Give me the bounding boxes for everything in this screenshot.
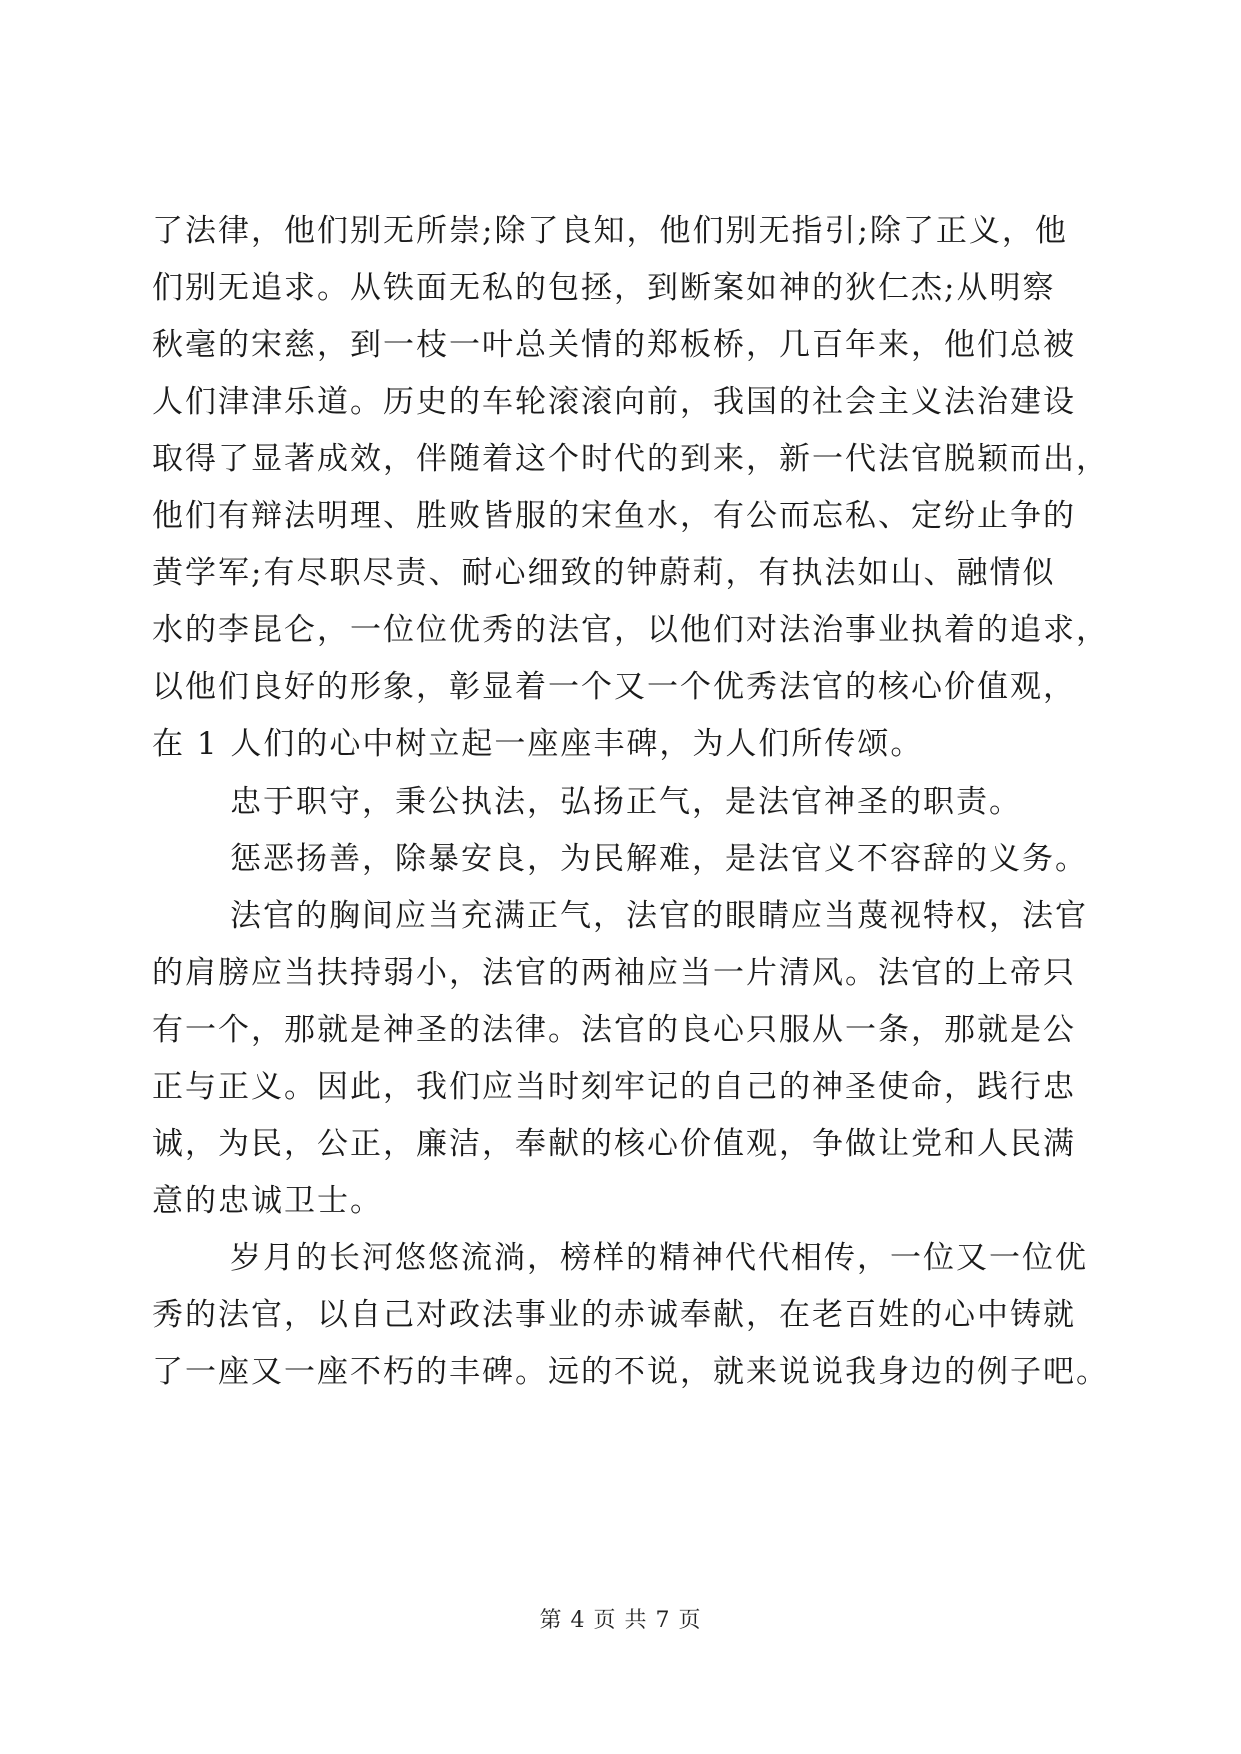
text-line: 秋毫的宋慈，到一枝一叶总关情的郑板桥，几百年来，他们总被 (152, 327, 1076, 363)
text-line: 以他们良好的形象，彰显着一个又一个优秀法官的核心价值观， (152, 669, 1076, 705)
text-line: 诚，为民，公正，廉洁，奉献的核心价值观，争做让党和人民满 (152, 1126, 1076, 1162)
text-line: 有一个，那就是神圣的法律。法官的良心只服从一条，那就是公 (152, 1012, 1076, 1048)
text-line: 在 1 人们的心中树立起一座座丰碑，为人们所传颂。 (152, 726, 924, 762)
text-line: 黄学军;有尽职尽责、耐心细致的钟蔚莉，有执法如山、融情似 (152, 555, 1056, 591)
text-line: 惩恶扬善，除暴安良，为民解难，是法官义不容辞的义务。 (230, 841, 1088, 877)
text-line: 法官的胸间应当充满正气，法官的眼睛应当蔑视特权，法官 (230, 898, 1088, 934)
text-line: 了一座又一座不朽的丰碑。远的不说，就来说说我身边的例子吧。 (152, 1354, 1109, 1390)
text-line: 水的李昆仑，一位位优秀的法官，以他们对法治事业执着的追求， (152, 612, 1109, 648)
text-line: 正与正义。因此，我们应当时刻牢记的自己的神圣使命，践行忠 (152, 1069, 1076, 1105)
text-line: 秀的法官，以自己对政法事业的赤诚奉献，在老百姓的心中铸就 (152, 1297, 1076, 1333)
text-line: 岁月的长河悠悠流淌，榜样的精神代代相传，一位又一位优 (230, 1240, 1088, 1276)
text-line: 取得了显著成效，伴随着这个时代的到来，新一代法官脱颖而出， (152, 441, 1109, 477)
text-line: 意的忠诚卫士。 (152, 1183, 383, 1219)
text-line: 们别无追求。从铁面无私的包拯，到断案如神的狄仁杰;从明察 (152, 270, 1056, 306)
text-line: 了法律，他们别无所崇;除了良知，他们别无指引;除了正义，他 (152, 213, 1068, 249)
text-line: 人们津津乐道。历史的车轮滚滚向前，我国的社会主义法治建设 (152, 384, 1076, 420)
text-line: 的肩膀应当扶持弱小，法官的两袖应当一片清风。法官的上帝只 (152, 955, 1076, 991)
page-number-footer: 第 4 页 共 7 页 (539, 1608, 702, 1633)
text-line: 他们有辩法明理、胜败皆服的宋鱼水，有公而忘私、定纷止争的 (152, 498, 1076, 534)
text-line: 忠于职守，秉公执法，弘扬正气，是法官神圣的职责。 (230, 784, 1022, 820)
